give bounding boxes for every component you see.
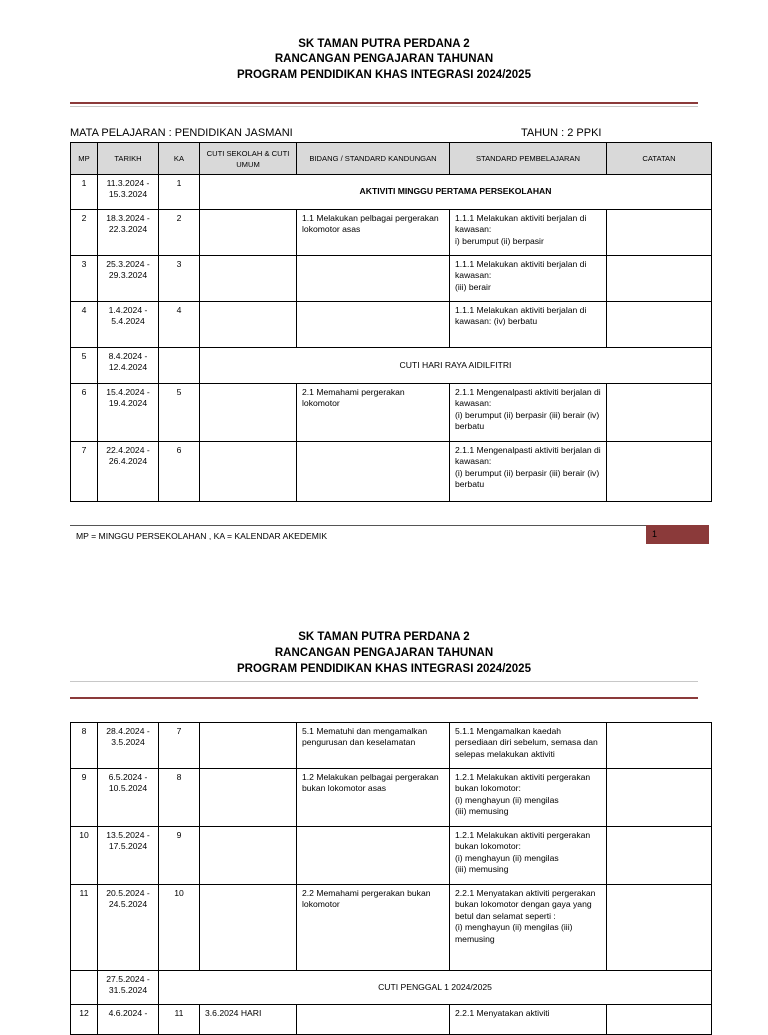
cell-cuti [200, 210, 297, 256]
cell-standard-kandungan [297, 442, 450, 502]
cell-cuti [200, 827, 297, 885]
cell-standard-kandungan: 5.1 Mematuhi dan mengamalkan pengurusan dan keselamatan [297, 723, 450, 769]
cell-standard-kandungan: 1.1 Melakukan pelbagai pergerakan lokomotor asas [297, 210, 450, 256]
cell-standard-pembelajaran: 2.1.1 Mengenalpasti aktiviti berjalan di kawasan: (i) berumput (ii) berpasir (iii) berair (iv) berbatu [450, 384, 607, 442]
table-row [71, 348, 712, 384]
cell-cuti [200, 769, 297, 827]
cell-catatan [607, 723, 712, 769]
cell-catatan [607, 384, 712, 442]
cell-ka: 7 [159, 723, 200, 769]
cell-standard-pembelajaran: 1.1.1 Melakukan aktiviti berjalan di kawasan: (iv) berbatu [450, 302, 607, 348]
cell-standard-kandungan: 1.2 Melakukan pelbagai pergerakan bukan lokomotor asas [297, 769, 450, 827]
cell-standard-kandungan: 2.2 Memahami pergerakan bukan lokomotor [297, 885, 450, 971]
subject-label: MATA PELAJARAN : PENDIDIKAN JASMANI [70, 127, 293, 139]
cell-cuti [200, 885, 297, 971]
cell-cuti [200, 256, 297, 302]
cell-date: 1.4.2024 - 5.4.2024 [98, 302, 159, 348]
cell-ka [159, 348, 200, 384]
cell-standard-kandungan: 2.1 Memahami pergerakan lokomotor [297, 384, 450, 442]
table-row [71, 769, 712, 827]
cell-mp: 1 [71, 175, 98, 210]
cell-standard-pembelajaran: 1.1.1 Melakukan aktiviti berjalan di kawasan: (iii) berair [450, 256, 607, 302]
cell-mp [71, 971, 98, 1005]
col-mp: MP [71, 143, 98, 175]
cell-standard-kandungan [297, 1005, 450, 1035]
cell-mp: 12 [71, 1005, 98, 1035]
cell-ka: 6 [159, 442, 200, 502]
cell-catatan [607, 442, 712, 502]
table-row [71, 175, 712, 210]
cell-date: 6.5.2024 - 10.5.2024 [98, 769, 159, 827]
cell-ka: 10 [159, 885, 200, 971]
cell-ka: 1 [159, 175, 200, 210]
program-title-2: PROGRAM PENDIDIKAN KHAS INTEGRASI 2024/2025 [237, 663, 531, 675]
cell-date: 15.4.2024 - 19.4.2024 [98, 384, 159, 442]
cell-mp: 11 [71, 885, 98, 971]
page-number: 1 [652, 529, 658, 539]
cell-standard-pembelajaran: 2.2.1 Menyatakan aktiviti [450, 1005, 607, 1035]
cell-mp: 9 [71, 769, 98, 827]
table-header-row [71, 143, 712, 175]
cell-standard-kandungan [297, 302, 450, 348]
cell-cuti [200, 302, 297, 348]
cell-mp: 3 [71, 256, 98, 302]
cell-catatan [607, 256, 712, 302]
table-row [71, 256, 712, 302]
cell-ka: 9 [159, 827, 200, 885]
col-cuti: CUTI SEKOLAH & CUTI UMUM [200, 143, 297, 175]
cell-cuti: 3.6.2024 HARI [200, 1005, 297, 1035]
cell-catatan [607, 827, 712, 885]
cell-event: CUTI HARI RAYA AIDILFITRI [200, 348, 712, 384]
year-label: TAHUN : 2 PPKI [521, 127, 602, 139]
page-number-badge [646, 525, 709, 544]
cell-catatan [607, 885, 712, 971]
cell-cuti [200, 723, 297, 769]
cell-ka: 11 [159, 1005, 200, 1035]
cell-ka: 5 [159, 384, 200, 442]
header-rule-thin [70, 106, 698, 107]
cell-mp: 6 [71, 384, 98, 442]
cell-date: 20.5.2024 - 24.5.2024 [98, 885, 159, 971]
table-row [71, 971, 712, 1005]
table-row [71, 442, 712, 502]
school-name: SK TAMAN PUTRA PERDANA 2 [298, 38, 470, 50]
header-rule-2 [70, 697, 698, 699]
col-standard: STANDARD PEMBELAJARAN [450, 143, 607, 175]
header-rule [70, 102, 698, 104]
cell-ka: 8 [159, 769, 200, 827]
col-catatan: CATATAN [607, 143, 712, 175]
cell-catatan [607, 302, 712, 348]
cell-date: 25.3.2024 - 29.3.2024 [98, 256, 159, 302]
cell-cuti [200, 442, 297, 502]
table-row [71, 885, 712, 971]
cell-mp: 10 [71, 827, 98, 885]
lesson-plan-table-1 [70, 142, 712, 502]
cell-ka: 2 [159, 210, 200, 256]
header-rule-thin-2 [70, 681, 698, 682]
cell-date: 11.3.2024 - 15.3.2024 [98, 175, 159, 210]
cell-date: 8.4.2024 - 12.4.2024 [98, 348, 159, 384]
table-row [71, 827, 712, 885]
cell-date: 4.6.2024 - [98, 1005, 159, 1035]
footer-legend: MP = MINGGU PERSEKOLAHAN , KA = KALENDAR AKEDEMIK [76, 531, 328, 541]
cell-ka: 4 [159, 302, 200, 348]
col-ka: KA [159, 143, 200, 175]
col-bidang: BIDANG / STANDARD KANDUNGAN [297, 143, 450, 175]
cell-standard-pembelajaran: 1.1.1 Melakukan aktiviti berjalan di kawasan: i) berumput (ii) berpasir [450, 210, 607, 256]
table-row [71, 1005, 712, 1035]
cell-cuti [200, 384, 297, 442]
footer-rule [70, 525, 646, 526]
cell-standard-kandungan [297, 256, 450, 302]
cell-standard-kandungan [297, 827, 450, 885]
cell-standard-pembelajaran: 5.1.1 Mengamalkan kaedah persediaan diri sebelum, semasa dan selepas melakukan aktiviti [450, 723, 607, 769]
table-row [71, 302, 712, 348]
cell-date: 22.4.2024 - 26.4.2024 [98, 442, 159, 502]
cell-catatan [607, 769, 712, 827]
school-name-2: SK TAMAN PUTRA PERDANA 2 [298, 631, 470, 643]
cell-standard-pembelajaran: 1.2.1 Melakukan aktiviti pergerakan bukan lokomotor: (i) menghayun (ii) mengilas (iii) memusing [450, 769, 607, 827]
program-title: PROGRAM PENDIDIKAN KHAS INTEGRASI 2024/2025 [237, 69, 531, 81]
table-row [71, 210, 712, 256]
cell-event: CUTI PENGGAL 1 2024/2025 [159, 971, 712, 1005]
cell-mp: 2 [71, 210, 98, 256]
cell-mp: 4 [71, 302, 98, 348]
plan-title: RANCANGAN PENGAJARAN TAHUNAN [274, 53, 494, 65]
cell-date: 27.5.2024 - 31.5.2024 [98, 971, 159, 1005]
cell-date: 18.3.2024 - 22.3.2024 [98, 210, 159, 256]
cell-mp: 8 [71, 723, 98, 769]
table-row [71, 723, 712, 769]
lesson-plan-table-2 [70, 722, 712, 1035]
cell-event: AKTIVITI MINGGU PERTAMA PERSEKOLAHAN [200, 175, 712, 210]
cell-standard-pembelajaran: 1.2.1 Melakukan aktiviti pergerakan bukan lokomotor: (i) menghayun (ii) mengilas (iii) memusing [450, 827, 607, 885]
col-tarikh: TARIKH [98, 143, 159, 175]
cell-date: 13.5.2024 - 17.5.2024 [98, 827, 159, 885]
cell-mp: 7 [71, 442, 98, 502]
cell-standard-pembelajaran: 2.2.1 Menyatakan aktiviti pergerakan bukan lokomotor dengan gaya yang betul dan selamat seperti : (i) menghayun (ii) mengilas (iii) memusing [450, 885, 607, 971]
plan-title-2: RANCANGAN PENGAJARAN TAHUNAN [274, 647, 494, 659]
cell-mp: 5 [71, 348, 98, 384]
cell-date: 28.4.2024 - 3.5.2024 [98, 723, 159, 769]
cell-catatan [607, 1005, 712, 1035]
table-row [71, 384, 712, 442]
cell-catatan [607, 210, 712, 256]
cell-ka: 3 [159, 256, 200, 302]
cell-standard-pembelajaran: 2.1.1 Mengenalpasti aktiviti berjalan di kawasan: (i) berumput (ii) berpasir (iii) berair (iv) berbatu [450, 442, 607, 502]
